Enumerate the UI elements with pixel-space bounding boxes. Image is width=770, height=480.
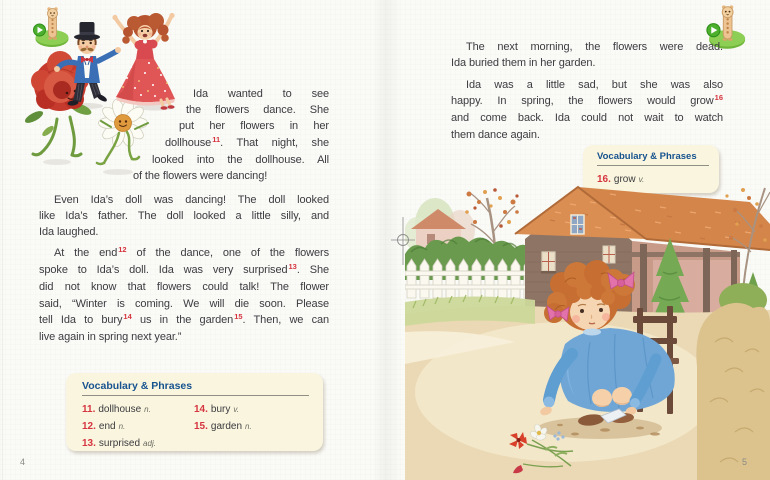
text-line: tell Ida to bury$^{14}$ us in the garden$^{15}$. Then, we can [39,311,329,326]
vocab-superscript: 16 [714,93,723,103]
vocabulary-box-left [66,373,323,451]
text-line: put her flowers in her [179,120,329,133]
vocab-superscript: 15 [234,311,243,321]
story-paragraph-3 [39,245,329,345]
vocabulary-title: Vocabulary & Phrases [597,151,697,162]
text-line: looked into the dollhouse. All [152,153,329,166]
vocab-item: 12. end n. [82,421,126,432]
story-paragraph-1 [133,86,329,184]
story-paragraph-5 [451,77,723,143]
vocab-item: 14. bury v. [194,404,239,415]
story-paragraph-4 [451,39,723,71]
page-number-left: 4 [20,457,26,467]
text-line: The next morning, the flowers were dead. [466,41,723,53]
page-number-right: 5 [742,457,748,467]
vocab-item: 11. dollhouse n. [82,404,151,415]
divider [597,165,709,166]
text-line: Ida laughed. [39,226,99,239]
page-gutter [373,0,401,480]
vocab-superscript: 14 [123,311,132,321]
vocab-superscript: 12 [118,245,127,254]
text-line: the flowers dance. She [186,104,329,117]
vocab-item: 13. surprised adj. [82,438,156,449]
garden-scene-illustration [405,182,770,480]
vocab-item: 16. grow v. [597,174,645,185]
text-line: dollhouse$^{11}$. That night, she [165,134,329,149]
text-line: Ida buried them in her garden. [451,57,596,70]
text-line: Ida was a little sad, but she was also [466,79,723,91]
bookworm-icon [722,5,733,40]
text-line: them dance again. [451,128,540,141]
play-icon [34,24,46,36]
vocab-superscript: 11 [212,134,221,144]
vocab-superscript: 13 [288,262,297,272]
audio-mascot-left[interactable] [31,6,71,50]
text-line: said, “Winter is coming. We will die soon. Please [39,297,329,310]
vocab-column-1 [82,400,194,451]
divider [82,395,309,396]
vocab-column-2 [194,400,252,451]
story-paragraph-2 [39,192,329,241]
vocabulary-title: Vocabulary & Phrases [82,380,193,392]
book-page-right [385,0,770,480]
text-line: of the flowers were dancing! [133,170,268,183]
text-line: Ida wanted to see [193,88,329,100]
text-line: like Ida’s father. The doll looked a little silly, and [39,210,329,223]
play-icon [707,24,720,37]
text-line: did not know that flowers could talk! The flower [39,281,329,294]
text-line: live again in spring next year.” [39,331,182,344]
text-line: happy. In spring, the flowers would grow$^{16}$ [451,93,723,108]
vocab-item: 15. garden n. [194,421,252,432]
bookworm-icon [47,7,57,39]
text-line: At the end$^{12}$ of the dance, one of the flowers [54,245,330,259]
text-line: and come back. Ida could not wait to watch [451,112,723,125]
text-line: Even Ida’s doll was dancing! The doll looked [54,194,329,206]
text-line: spoke to Ida’s doll. Ida was very surprised$^{13}$. She [39,262,329,277]
